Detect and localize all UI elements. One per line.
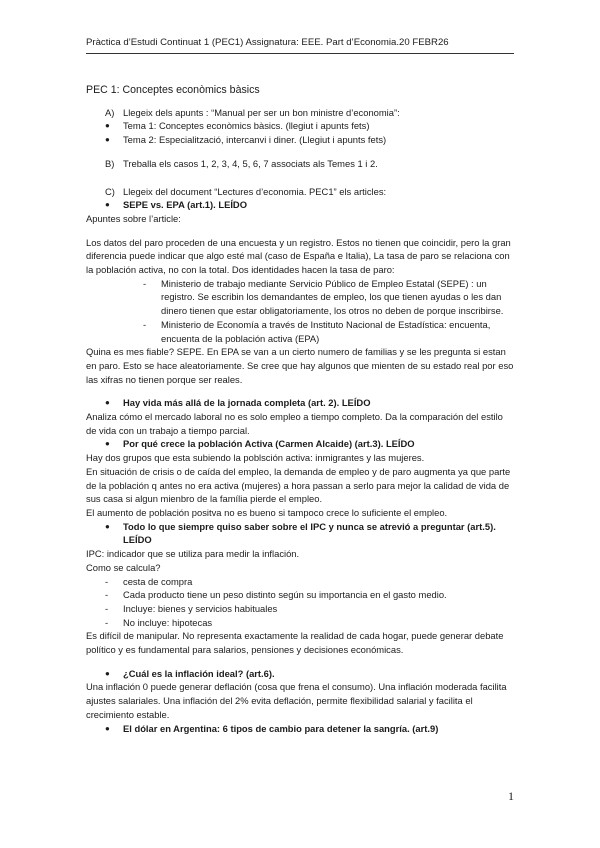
paragraph: Apuntes sobre l’article:: [86, 212, 181, 224]
article-title-main: Por qué crece la población Activa (Carmen Alcaide): [123, 438, 353, 450]
page-number: 1: [508, 789, 514, 803]
article-title: [123, 437, 415, 451]
bullet-text: Tema 1: Conceptes econòmics bàsics. (llegiut i apunts fets): [123, 120, 370, 132]
dash-item: [86, 277, 514, 318]
article-heading: [86, 437, 514, 451]
dash-text: No incluye: hipotecas: [123, 616, 213, 628]
dash-item: [86, 575, 514, 589]
paragraph: Como se calcula?: [86, 561, 161, 573]
article-title-suffix: (art.3). LEÍDO: [352, 438, 415, 450]
article-title: SEPE vs. EPA (art.1). LEÍDO: [123, 199, 247, 211]
paragraph: El aumento de población positva no es bueno si tampoco crece lo suficiente el empleo.: [86, 506, 448, 518]
article-heading: [86, 667, 514, 681]
bullet-item: [86, 119, 514, 133]
document-body: [86, 84, 514, 735]
dash-text: Ministerio de Economía a través de Instituto Nacional de Estadística: encuenta, encuenta de la población activa (EPA): [161, 318, 491, 344]
article-heading: [86, 396, 514, 410]
paragraph: Los datos del paro proceden de una encuesta y un registro. Estos no tienen que coincidir, pero la gran diferencia puede indicar que algo esté mal (caso de España e Italia), La tasa de paro se relaciona con la población activa, no con la total. Dos identidades hacen la tasa de paro:: [86, 236, 511, 276]
dash-icon: -: [105, 616, 109, 628]
dash-icon: -: [105, 575, 109, 587]
article-heading: [86, 198, 514, 212]
paragraph: Quina es mes fiable? SEPE. En EPA se van a un cierto numero de familias y se les pregunta si estan en paro. Esto se hace aleatoriamente. Se cree que hay algunos que mienten de su estado real por eso las xifras no tienen porque ser reales.: [86, 346, 514, 385]
dash-icon: -: [105, 589, 109, 601]
bullet-icon: ●: [105, 521, 110, 531]
dash-item: [86, 588, 514, 602]
list-text: Llegeix dels apunts : “Manual per ser un bon ministre d’economia”:: [123, 106, 400, 118]
dash-icon: -: [143, 277, 147, 289]
paragraph: Hay dos grupos que esta subiendo la poblsción activa: inmigrantes y las mujeres.: [86, 452, 425, 464]
bullet-icon: ●: [105, 200, 110, 210]
bullet-icon: ●: [105, 135, 110, 145]
paragraph: En situación de crisis o de caída del empleo, la demanda de empleo y de paro augmenta ya que parte de la población q antes no era activa (mujeres) a hora passan a serlo para mejor la calidad de vida de sus casa si algun mienbro de la família pierde el empleo.: [86, 465, 511, 505]
dash-item: [86, 318, 514, 345]
bullet-icon: ●: [105, 121, 110, 131]
page-header: Pràctica d’Estudi Continuat 1 (PEC1) Assignatura: EEE. Part d’Economia.20 FEBR26: [86, 37, 449, 48]
list-item-c: [86, 185, 514, 199]
header-divider: [86, 53, 514, 54]
article-title: Todo lo que siempre quiso saber sobre el IPC y nunca se atrevió a preguntar (art.5). LEÍDO: [123, 520, 496, 546]
list-marker: C): [105, 185, 115, 197]
article-title: Hay vida más allá de la jornada completa (art. 2). LEÍDO: [123, 397, 371, 409]
bullet-text: Tema 2: Especialització, intercanvi i diner. (Llegiut i apunts fets): [123, 134, 387, 146]
article-title: El dólar en Argentina: 6 tipos de cambio para detener la sangría. (art.9): [123, 722, 439, 734]
list-marker: B): [105, 157, 115, 169]
dash-text: Incluye: bienes y servicios habituales: [123, 602, 278, 614]
article-title: ¿Cuál es la inflación ideal? (art.6).: [123, 667, 275, 679]
list-item-a: [86, 106, 514, 120]
dash-item: [86, 616, 514, 630]
list-text: Llegeix del document “Lectures d’economia. PEC1” els articles:: [123, 185, 387, 197]
page-title: PEC 1: Conceptes econòmics bàsics: [86, 84, 260, 96]
paragraph: Analiza cómo el mercado laboral no es solo empleo a tiempo completo. Da la comparación del estilo de vida con un trabajo a tiempo parcial.: [86, 411, 503, 436]
dash-text: Cada producto tiene un peso distinto según su importancia en el gasto medio.: [123, 589, 447, 601]
paragraph: Es difícil de manipular. No representa exactamente la realidad de cada hogar, puede generar debate político y es fundamental para salarios, pensiones y decisiones económicas.: [86, 630, 504, 656]
paragraph: Una inflación 0 puede generar deflación (cosa que frena el consumo). Una inflación moderada facilita ajustes salariales. Una inflación del 2% evita deflación, permite flexibilidad salarial y facilita el crecimiento estable.: [86, 681, 507, 720]
list-text: Treballa els casos 1, 2, 3, 4, 5, 6, 7 associats als Temes 1 i 2.: [123, 157, 378, 169]
dash-text: cesta de compra: [123, 575, 193, 587]
bullet-icon: ●: [105, 668, 110, 678]
list-item-b: [86, 157, 514, 171]
dash-icon: -: [143, 318, 147, 330]
list-marker: A): [105, 106, 115, 118]
article-heading: [86, 520, 514, 547]
article-heading: [86, 722, 514, 736]
dash-item: [86, 602, 514, 616]
dash-text: Ministerio de trabajo mediante Servicio Público de Empleo Estatal (SEPE) : un registro. Se escribin los demandantes de empleo, los que tienen ayudas o les dan dinero tienen que estar obligatoriamente, los otros no deben de porque inscribirse.: [161, 277, 504, 317]
paragraph: IPC: indicador que se utiliza para medir la inflación.: [86, 548, 300, 560]
bullet-icon: ●: [105, 723, 110, 733]
bullet-icon: ●: [105, 439, 110, 449]
bullet-icon: ●: [105, 398, 110, 408]
dash-icon: -: [105, 602, 109, 614]
bullet-item: [86, 133, 514, 147]
